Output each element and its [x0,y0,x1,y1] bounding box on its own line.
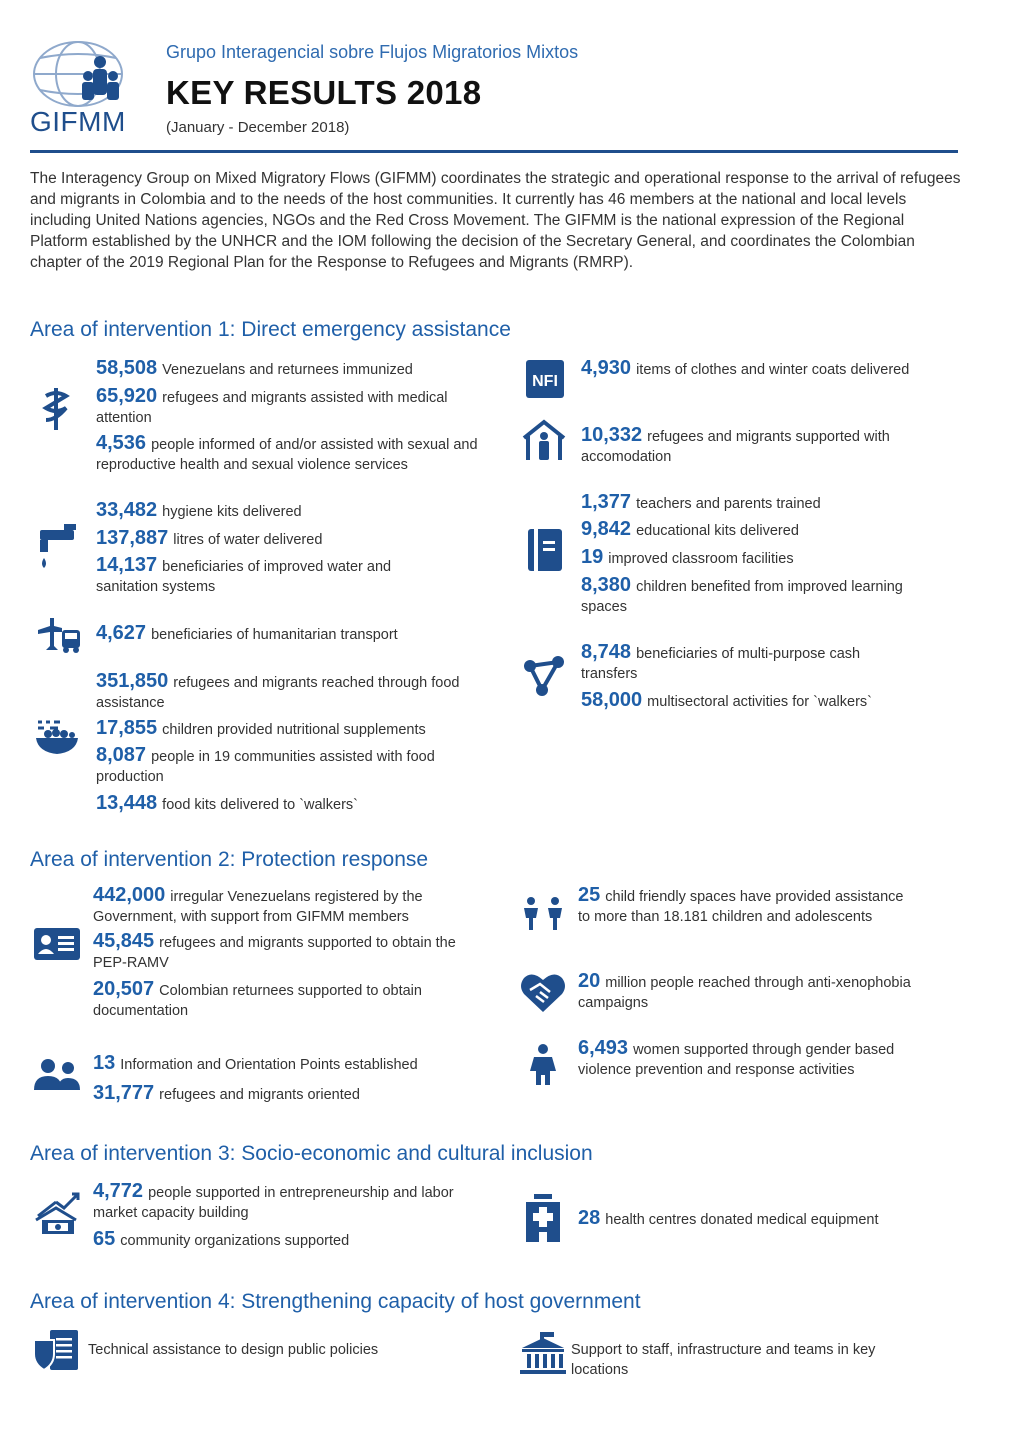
stat-text: Information and Orientation Points established [120,1057,418,1073]
stat-text: food kits delivered to `walkers` [162,797,358,813]
stat-text: people supported in entrepreneurship and labor market capacity building [93,1185,454,1221]
stat-number: 1,377 [581,491,632,513]
stat-item [93,979,493,1021]
growth-house-icon [34,1192,82,1236]
stat-text: educational kits delivered [636,523,799,539]
stat-text: children provided nutritional supplements [162,722,426,738]
stat-number: 8,748 [581,641,632,663]
network-icon [522,654,568,698]
stat-item [581,358,911,380]
health-centre-icon [526,1194,560,1242]
stat-item [96,358,506,380]
children-icon [520,896,566,932]
stat-item [578,885,918,927]
intro-paragraph: The Interagency Group on Mixed Migratory Flows (GIFMM) coordinates the strategic and operational response to the arrival of refugees and migrants in Colombia and to the needs of the host communities. It currently has 46 members at the national and local levels including United Nations agencies, NGOs and the Red Cross Movement. The GIFMM is the national expression of the Regional Platform established by the UNHCR and the IOM following the decision of the Secretary General, and coordinates the Colombian chapter of the 2019 Regional Plan for the Response to Refugees and Migrants (RMRP). [30,170,961,271]
stat-item [93,1229,493,1251]
stat-text: litres of water delivered [173,532,323,548]
book-icon [528,529,562,571]
stat-number: 351,850 [96,670,169,692]
stat-text: child friendly spaces have provided assistance to more than 18.181 children and adolescents [578,889,904,925]
nfi-icon [526,360,564,398]
stat-text: refugees and migrants supported to obtain the PEP-RAMV [93,935,456,971]
capacity-item: Technical assistance to design public policies [88,1342,379,1358]
stat-number: 31,777 [93,1082,155,1104]
stat-text: people in 19 communities assisted with food production [96,749,435,785]
stat-text: health centres donated medical equipment [605,1212,879,1228]
transport-icon [36,616,82,654]
area-2-title: Area of intervention 2: Protection response [30,848,429,871]
stat-item [96,500,506,522]
area-3-title: Area of intervention 3: Socio-economic and cultural inclusion [30,1142,593,1165]
stat-item [93,1083,493,1105]
stat-item [581,575,911,617]
stat-text: Venezuelans and returnees immunized [162,362,413,378]
stat-item [581,690,941,712]
page-title: KEY RESULTS 2018 [166,74,482,111]
stat-item [581,492,911,514]
stat-item [93,1181,473,1223]
stat-item [96,433,506,475]
stat-number: 10,332 [581,424,643,446]
stat-item [578,1208,958,1230]
stat-number: 13,448 [96,792,158,814]
stat-text: improved classroom facilities [608,551,794,567]
stat-number: 17,855 [96,717,158,739]
stat-text: beneficiaries of improved water and sanitation systems [96,559,392,595]
stat-text: multisectoral activities for `walkers` [647,694,872,710]
stat-text: children benefited from improved learning spaces [581,579,903,615]
stat-text: beneficiaries of multi-purpose cash transfers [581,646,861,682]
stat-text: teachers and parents trained [636,496,821,512]
handshake-icon [520,970,566,1014]
caduceus-icon [38,386,74,432]
policy-document-icon [34,1330,80,1372]
id-card-icon [34,928,80,960]
stat-number: 9,842 [581,518,632,540]
stat-number: 4,930 [581,357,632,379]
stat-item [96,623,506,645]
shelter-icon [520,418,568,462]
stat-item [578,971,918,1013]
stat-number: 20,507 [93,978,155,1000]
stat-item [93,885,483,927]
stat-text: items of clothes and winter coats delivered [636,362,910,378]
stat-item [96,745,496,787]
stat-item [93,931,493,973]
people-icon [34,1058,80,1092]
stat-text: community organizations supported [120,1233,350,1249]
stat-item [581,519,911,541]
header-divider [30,150,958,153]
stat-item [96,671,486,713]
stat-number: 58,000 [581,689,643,711]
logo-text: GIFMM [30,106,126,137]
stat-text: irregular Venezuelans registered by the Government, with support from GIFMM members [93,889,423,925]
stat-number: 4,536 [96,432,147,454]
stat-item [96,718,506,740]
stat-number: 20 [578,970,601,992]
stat-item [581,547,911,569]
capacity-item: Support to staff, infrastructure and teams in key locations [571,1342,876,1378]
government-building-icon [520,1332,566,1376]
food-bowl-icon [34,718,80,758]
globe-family-logo [30,36,130,108]
stat-number: 19 [581,546,604,568]
stat-item [581,425,911,467]
stat-number: 33,482 [96,499,158,521]
stat-number: 442,000 [93,884,166,906]
stat-number: 8,087 [96,744,147,766]
stat-number: 65 [93,1228,116,1250]
stat-number: 13 [93,1052,116,1074]
stat-text: refugees and migrants assisted with medical attention [96,390,448,426]
page-subtitle: Grupo Interagencial sobre Flujos Migratorios Mixtos [166,42,579,62]
stat-text: Colombian returnees supported to obtain documentation [93,983,422,1019]
stat-item [578,1038,918,1080]
stat-item [96,555,456,597]
stat-item [96,528,506,550]
stat-number: 65,920 [96,385,158,407]
stat-text: people informed of and/or assisted with sexual and reproductive health and sexual violence services [96,437,478,473]
stat-number: 45,845 [93,930,155,952]
stat-number: 28 [578,1207,601,1229]
stat-number: 58,508 [96,357,158,379]
stat-text: refugees and migrants oriented [159,1087,360,1103]
period: (January - December 2018) [166,119,350,136]
woman-icon [528,1043,558,1087]
stat-text: million people reached through anti-xenophobia campaigns [578,975,911,1011]
stat-number: 25 [578,884,601,906]
stat-text: refugees and migrants supported with accomodation [581,429,890,465]
stat-text: beneficiaries of humanitarian transport [151,627,398,643]
stat-item [96,793,506,815]
stat-text: women supported through gender based violence prevention and response activities [578,1042,895,1078]
water-tap-icon [34,522,80,572]
stat-number: 4,627 [96,622,147,644]
stat-item [93,1053,493,1075]
stat-item [581,642,911,684]
stat-number: 14,137 [96,554,158,576]
stat-number: 8,380 [581,574,632,596]
area-1-title: Area of intervention 1: Direct emergency assistance [30,318,511,341]
stat-text: hygiene kits delivered [162,504,302,520]
stat-item [96,386,506,428]
stat-number: 6,493 [578,1037,629,1059]
stat-number: 4,772 [93,1180,144,1202]
stat-number: 137,887 [96,527,169,549]
stat-text: refugees and migrants reached through food assistance [96,675,460,711]
svg-text:NFI: NFI [532,373,558,390]
area-4-title: Area of intervention 4: Strengthening capacity of host government [30,1290,641,1313]
